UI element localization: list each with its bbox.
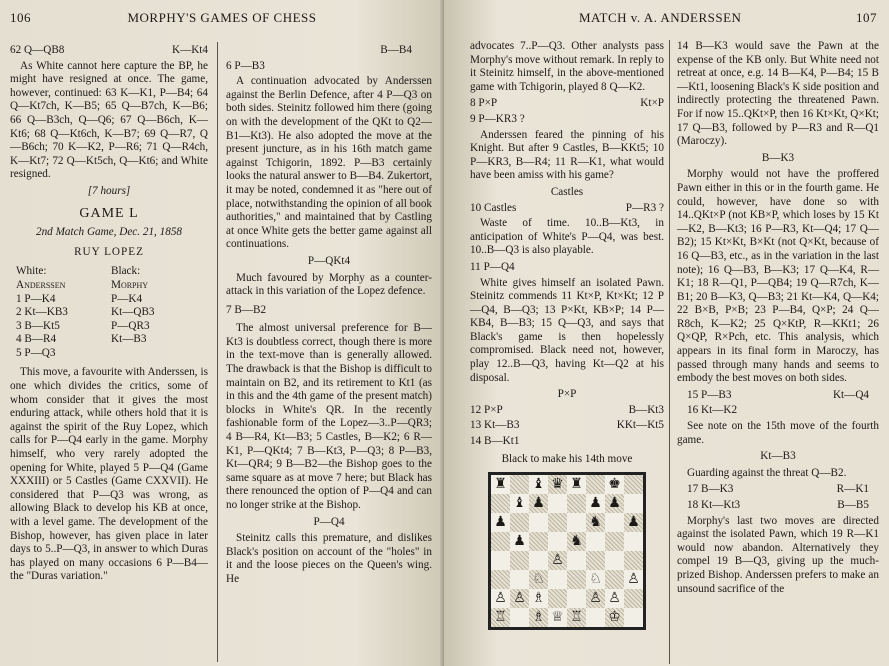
black-pawn-piece: ♟ (532, 495, 545, 511)
black-player: Morphy (111, 278, 149, 291)
board-square (624, 589, 643, 608)
note-paragraph: The almost universal preference for B—Kt3 is doubtless correct, though there is more in the text-move than is generally allowed. The drawback is that the Bishop is difficult to maintain on B2, and its retirement to Kt1 (as in this and the 4th game of the present match) blocks in White's QR. In the recently fashionable form of the Lopez—3..P—QR3; 4 B—R4, Kt—B3; 5 Castles, B—K2; 6 R—K1, P—QKt4; 7 B—Kt3, P—Q3; 8 P—B3, Kt—QR4; 9 B—B2—the Bishop goes to the same square as at move 7 here; but Black has there renounced the option of P—Q4 and can no longer strike at the Bishop. (226, 322, 432, 511)
move-black: B—Kt3 (628, 403, 664, 416)
board-square (605, 532, 624, 551)
board-square (491, 475, 510, 494)
move-black: P×P (557, 388, 577, 401)
board-square (548, 608, 567, 627)
board-square (491, 532, 510, 551)
white-bishop-piece: ♗ (532, 590, 545, 606)
move-white: 4 B—R4 (16, 333, 57, 346)
board-square (624, 532, 643, 551)
running-head-right: MATCH v. A. ANDERSSEN (579, 10, 742, 25)
move-black: Kt—B3 (760, 450, 796, 463)
board-square (529, 475, 548, 494)
board-square (510, 475, 529, 494)
move-black: P—R3 ? (625, 201, 664, 214)
black-queen-piece: ♛ (551, 476, 564, 492)
board-square (624, 608, 643, 627)
board-square (491, 494, 510, 513)
right-column-1 (470, 40, 664, 634)
game-title: GAME L (79, 205, 139, 221)
time-note: [7 hours] (87, 184, 131, 197)
board-square (548, 494, 567, 513)
board-square (529, 589, 548, 608)
board-square (548, 513, 567, 532)
board-square (605, 570, 624, 589)
note-paragraph: advocates 7..P—Q3. Other analysts pass Morphy's move without remark. In reply to it Steinitz himself, in the above-mentioned game with Tchigorin, played 8 Q—K2. (470, 40, 664, 93)
move-black: Kt×P (640, 97, 664, 110)
board-square (586, 570, 605, 589)
board-square (548, 532, 567, 551)
move-black: B—B4 (380, 44, 412, 56)
board-square (529, 513, 548, 532)
note-paragraph: As White cannot here capture the BP, he might have resigned at once. The game, however, continued: 63 K—K1, P—B4; 64 Q—Kt7ch, K—B5; 65 Q—B7ch, K—B6; 66 Q—B3ch, Q—Q6; 67 Q—B6ch, K—Kt6; 68 Q—Kt6ch, K—B7; 69 Q—R7, Q—B6ch; 70 K—K2, P—R6; 71 Q—R4ch, K—Kt7; 72 Q—Kt5ch, Q—Kt6; and White resigned. (10, 59, 208, 181)
board-square (605, 551, 624, 570)
board-square (586, 475, 605, 494)
white-knight-piece: ♘ (532, 571, 545, 587)
move-black: KKt—Kt5 (616, 419, 664, 432)
move-white: 3 B—Kt5 (16, 319, 60, 332)
note-paragraph: White gives himself an isolated Pawn. Steinitz commends 11 Kt×P, Kt×Kt; 12 P—Q4, B—Q3; 13 P×Kt, KB×P; 14 P—KB4, B—B3; 15 Q—Q3, and says that Black's game is then hopelessly compromised. Black need not, however, play 12..B—Q3, having Kt—Q2 at his disposal. (470, 276, 664, 384)
column-rule-right (669, 40, 670, 664)
board-square (510, 494, 529, 513)
board-square (510, 589, 529, 608)
move-white: 14 B—Kt1 (470, 435, 520, 448)
board-square (567, 608, 586, 627)
board-square (491, 513, 510, 532)
board-square (548, 475, 567, 494)
move-8 (470, 97, 664, 111)
note-paragraph: Steinitz calls this premature, and dislikes Black's position on account of the "holes" in it and the loose pieces on the Queen's wing. He (226, 532, 432, 585)
board-square (529, 570, 548, 589)
board-square (605, 475, 624, 494)
left-page (0, 0, 444, 666)
board-square (605, 494, 624, 513)
white-rook-piece: ♖ (494, 609, 507, 625)
move-black: B—B5 (837, 499, 869, 511)
board-square (529, 532, 548, 551)
black-rook-piece: ♜ (570, 476, 583, 492)
black-pawn-piece: ♟ (627, 514, 640, 530)
board-square (567, 475, 586, 494)
move-18 (677, 499, 879, 513)
move-white: 13 Kt—B3 (470, 419, 520, 432)
move-black: P—QR3 (111, 319, 150, 332)
left-column-1 (10, 42, 208, 587)
note-paragraph: 14 B—K3 would save the Pawn at the expense of the KB only. But White need not retreat at once, e.g. 14 B—K4, P—B4; 15 B—Kt1, loosening Black's K side position and indirectly protecting the threatened Pawn. For if now 15..QKt×P, then 16 Kt×Kt, Q×Kt; 17 Q—B3, followed by P—R3 and R—Q1 (Maroczy). (677, 40, 879, 148)
board-square (586, 608, 605, 627)
note-paragraph: Morphy would not have the proffered Pawn either in this or in the fourth game. He could, however, have done so with 14..QKt×P (not KB×P, which loses by 15 Kt—K2, B—Kt3; 16 P—R3, Kt—Q4; 17 Q—B2); 15 Kt×Kt, B×Kt (not Q×Kt, because of 16 Q—B3, etc., as in the variation in the last note); 16 Q—B3, B—K3; 17 Q—K4, R—K1; 18 R—Q1, P—QB4; 19 Q—R7ch, K—B1; 20 B—K3, Q—B3; 21 Kt—K4, Q—K4; 22 B×B, P×B; 23 P—B4, Q×P; 24 Q—R8ch, K—K2; 25 Q×KtP, R—KKt1; 26 Q×QP, R×Pch, etc. This analysis, which appears in its final form in Maroczy, has passed through many hands and seems to embody the best moves on both sides. (677, 168, 879, 385)
move-white: 12 P×P (470, 403, 503, 416)
note-paragraph: Guarding against the threat Q—B2. (687, 466, 847, 479)
board-square (586, 494, 605, 513)
board-square (529, 551, 548, 570)
board-square (548, 589, 567, 608)
board-square (624, 551, 643, 570)
white-label: White: (16, 265, 47, 278)
move-black: R—K1 (836, 483, 869, 496)
black-king-piece: ♚ (608, 476, 621, 492)
move-white: 16 Kt—K2 (687, 404, 738, 417)
white-pawn-piece: ♙ (513, 590, 526, 606)
diagram-caption: Black to make his 14th move (501, 452, 633, 465)
black-bishop-piece: ♝ (513, 495, 526, 511)
board-square (605, 589, 624, 608)
board-square (605, 513, 624, 532)
board-square (548, 551, 567, 570)
white-queen-piece: ♕ (551, 609, 564, 625)
black-pawn-piece: ♟ (513, 533, 526, 549)
black-knight-piece: ♞ (570, 533, 583, 549)
black-pawn-piece: ♟ (494, 514, 507, 530)
move-white: 6 P—B3 (226, 59, 265, 72)
white-pawn-piece: ♙ (494, 590, 507, 606)
move-12 (470, 404, 664, 418)
move-black: K—Kt4 (171, 44, 208, 56)
white-bishop-piece: ♗ (532, 609, 545, 625)
black-bishop-piece: ♝ (532, 476, 545, 492)
move-17 (677, 483, 879, 497)
move-white: 17 B—K3 (687, 483, 734, 496)
move-white: 11 P—Q4 (470, 260, 515, 273)
move-16 (677, 404, 879, 418)
right-column-2 (677, 40, 879, 599)
board-square (624, 513, 643, 532)
board-square (548, 570, 567, 589)
move-white: 1 P—K4 (16, 292, 56, 305)
white-player: Anderssen (16, 278, 66, 291)
note-paragraph: A continuation advocated by Anderssen against the Berlin Defence, after 4 P—Q3 on both sides. Steinitz followed him there (going on with the development of the QKt to Q2—B1—Kt3). He also adopted the move at the present juncture, as in his 16th match game against Tchigorin, 1892. P—B3 certainly looks the natural answer to B—B4. Zukertort, it may be noted, condemned it as "here out of place, notwithstanding the opinion of all book authorities," and maintained that by Castling at once White gets the better game against all continuations. (226, 75, 433, 251)
note-paragraph: See note on the 15th move of the fourth game. (677, 420, 879, 446)
board-square (510, 532, 529, 551)
board-square (567, 513, 586, 532)
board-square (510, 608, 529, 627)
chess-board-diagram (488, 472, 646, 630)
note-paragraph: Morphy's last two moves are directed against the isolated Pawn, which 19 R—K1 would now abandon. Alternatively they compel 19 B—Q3, giving up the much-prized Bishop. Anderssen prefers to make an unsound sacrifice of the (677, 514, 879, 595)
move-black: P—QKt4 (307, 254, 351, 267)
board-square (567, 589, 586, 608)
board-square (510, 513, 529, 532)
right-page (444, 0, 889, 666)
move-black: Kt—QB3 (111, 306, 155, 319)
move-white: 15 P—B3 (687, 388, 732, 401)
black-rook-piece: ♜ (494, 476, 507, 492)
move-white: 7 B—B2 (226, 303, 267, 316)
move-13 (470, 419, 664, 433)
board-square (586, 589, 605, 608)
move-black: P—K4 (111, 292, 143, 305)
white-pawn-piece: ♙ (627, 571, 640, 587)
board-square (586, 532, 605, 551)
move-white: 8 P×P (470, 97, 498, 110)
board-square (567, 532, 586, 551)
note-paragraph: Anderssen feared the pinning of his Knight. But after 9 Castles, B—KKt5; 10 P—KR3, B—R4; 11 R—K1, what would have been amiss with his game? (470, 128, 664, 182)
left-column-2 (226, 42, 432, 590)
black-label: Black: (111, 265, 141, 278)
move-white: 62 Q—QB8 (10, 44, 65, 56)
move-62 (10, 44, 208, 58)
move-black: Kt—Q4 (832, 388, 869, 401)
black-pawn-piece: ♟ (589, 495, 602, 511)
game-info: 2nd Match Game, Dec. 21, 1858 (35, 226, 183, 239)
page-number-left: 106 (10, 10, 31, 25)
note-paragraph: Much favoured by Morphy as a counter-attack in this variation of the Lopez defence. (226, 271, 432, 298)
board-square (605, 608, 624, 627)
board-square (567, 570, 586, 589)
move-white: 10 Castles (470, 201, 517, 214)
board-square (510, 570, 529, 589)
board-square (586, 551, 605, 570)
board-square (491, 589, 510, 608)
move-black: P—Q4 (313, 515, 345, 528)
move-white: 9 P—KR3 ? (470, 112, 525, 125)
note-paragraph: This move, a favourite with Anderssen, is one which divides the critics, some of whom consider that it gives the most enduring attack, while others hold that it is against the spirit of the Ruy Lopez, which calls for P—Q4 early in the game. Morphy himself, who very rarely adopted the opening for White, played 5 P—Q4 (Game XXXIII) or 5 Castles (Game CXXVII). He considered that P—Q3 was wrong, as allowing Black to develop his KB at once, with a level game. The development of the Bishop, however, has given place in later days to 5..P—Q3, in answer to which Duras has played on many occasions 6 P—B4—the "Duras variation." (10, 366, 208, 583)
white-pawn-piece: ♙ (589, 590, 602, 606)
board-square (529, 494, 548, 513)
board-square (567, 494, 586, 513)
move-black: B—K3 (761, 151, 795, 164)
board-square (491, 608, 510, 627)
move-white: 5 P—Q3 (16, 346, 56, 359)
move-15 (677, 389, 879, 403)
white-knight-piece: ♘ (589, 571, 602, 587)
opening-name: RUY LOPEZ (74, 245, 144, 258)
white-pawn-piece: ♙ (551, 552, 564, 568)
move-black: Castles (550, 185, 584, 198)
board-square (567, 551, 586, 570)
white-pawn-piece: ♙ (608, 590, 621, 606)
move-white: 2 Kt—KB3 (16, 306, 68, 319)
board-square (491, 551, 510, 570)
page-number-right: 107 (856, 10, 877, 25)
board-square (510, 551, 529, 570)
running-head-left: MORPHY'S GAMES OF CHESS (127, 10, 317, 25)
move-white: 18 Kt—Kt3 (687, 499, 741, 511)
move-list (16, 265, 208, 360)
move-black: Kt—B3 (111, 333, 147, 346)
board-square (624, 475, 643, 494)
board-square (491, 570, 510, 589)
board-square (624, 494, 643, 513)
board-square (586, 513, 605, 532)
column-rule-left (217, 42, 218, 662)
note-paragraph: Waste of time. 10..B—Kt3, in anticipation of White's P—Q4, was best. 10..B—Q3 is also playable. (470, 217, 664, 257)
black-knight-piece: ♞ (589, 514, 602, 530)
black-pawn-piece: ♟ (608, 495, 621, 511)
move-10 (470, 202, 664, 216)
board-square (529, 608, 548, 627)
white-king-piece: ♔ (608, 609, 621, 625)
white-rook-piece: ♖ (570, 609, 583, 625)
board-square (624, 570, 643, 589)
